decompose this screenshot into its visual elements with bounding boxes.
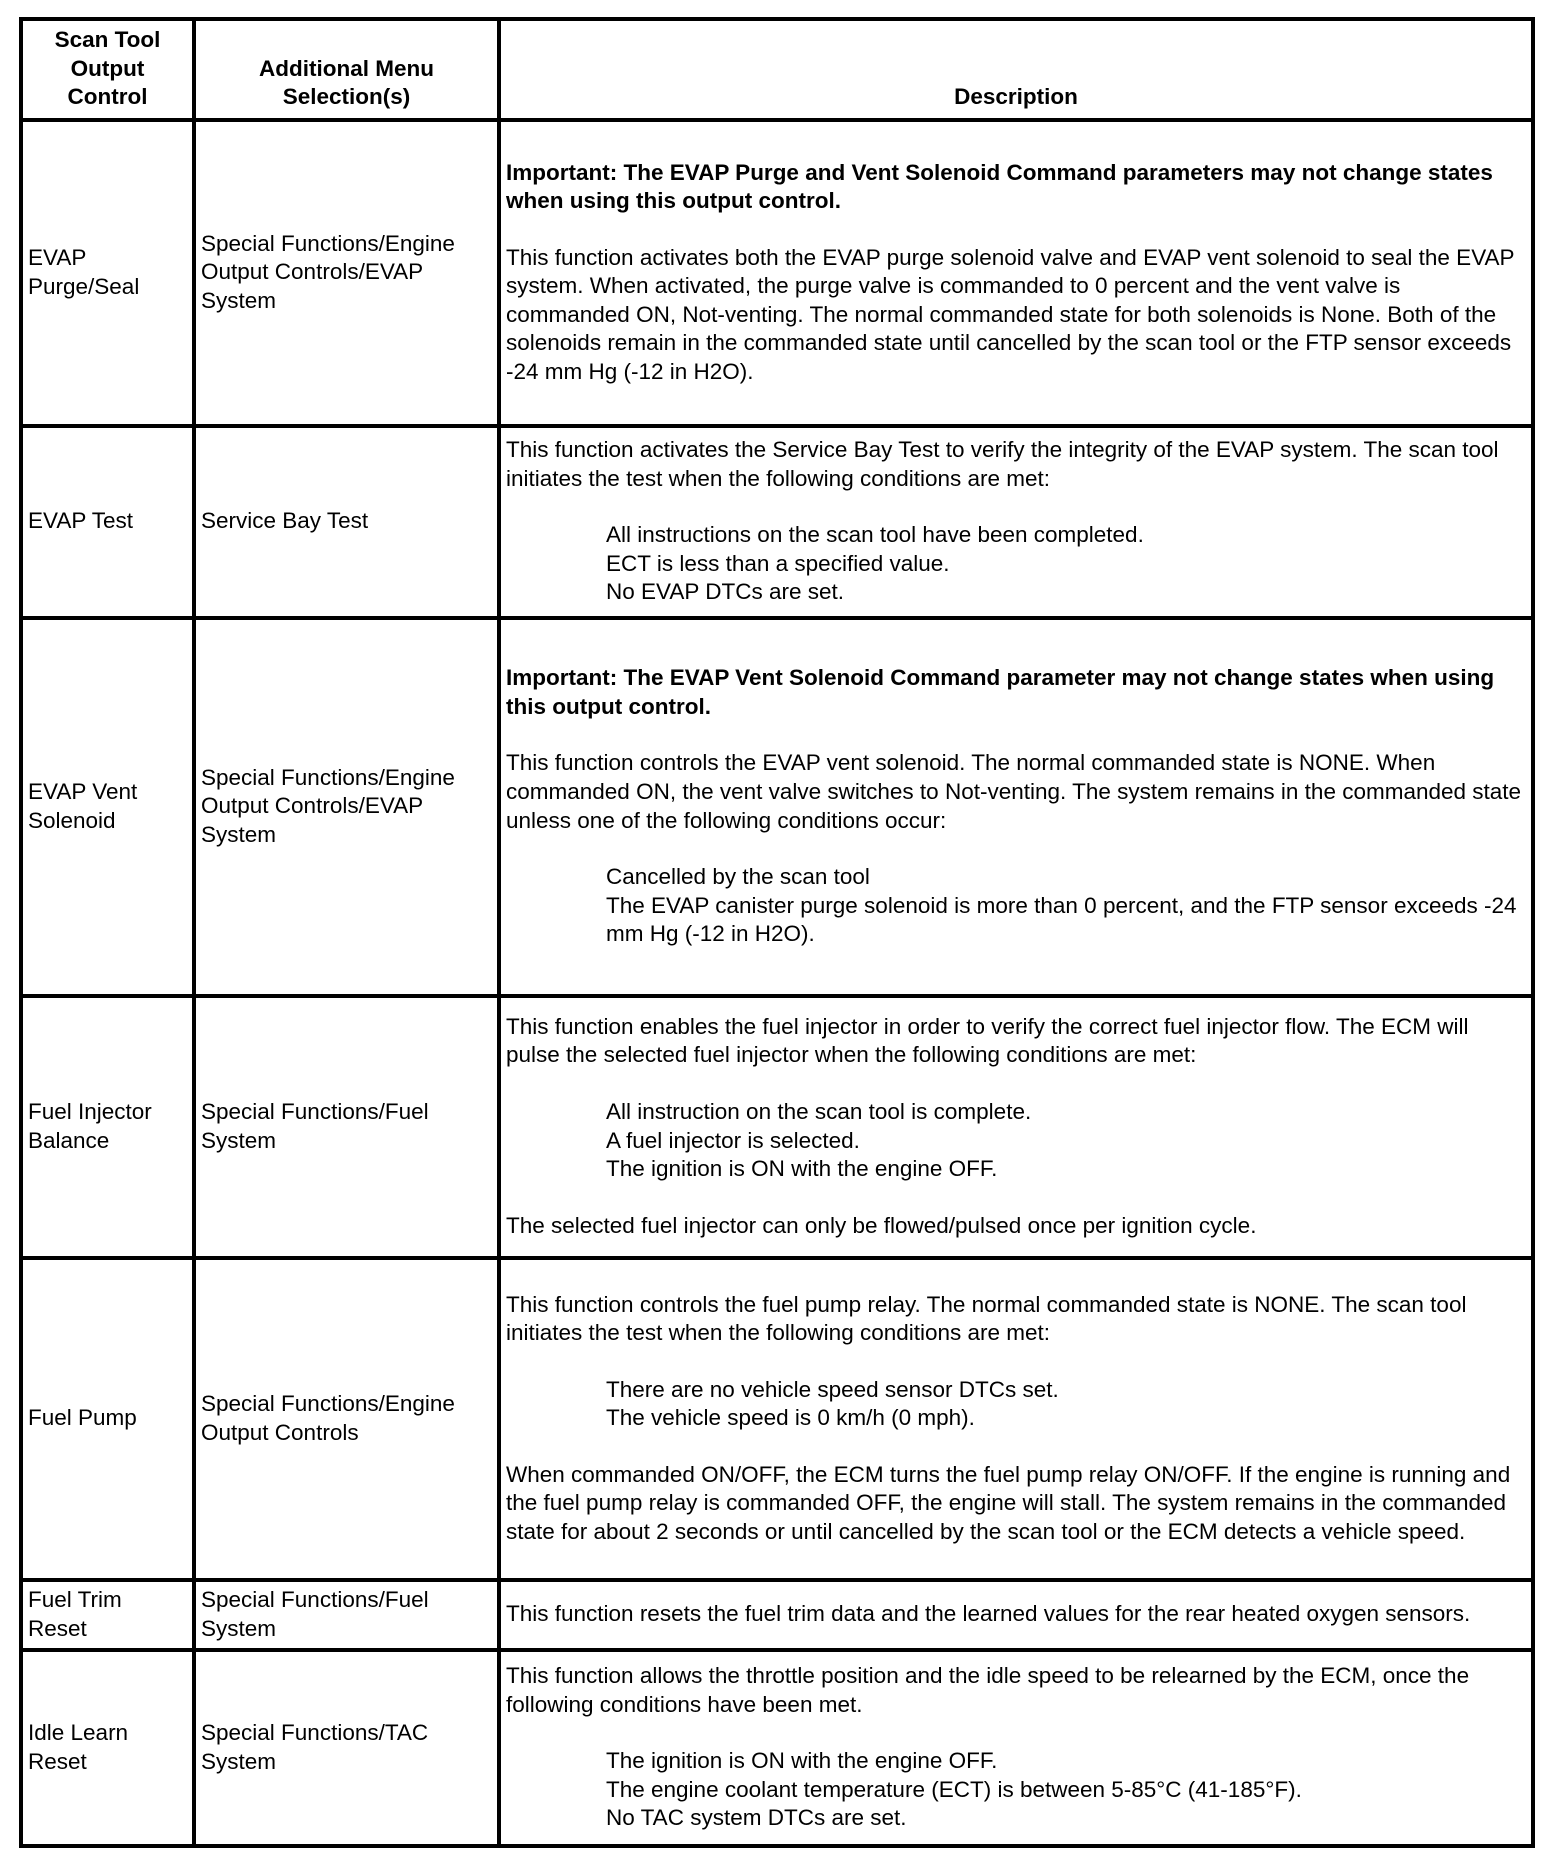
cell-output-control: EVAP Test	[21, 426, 194, 618]
cell-menu-selection: Special Functions/Engine Output Controls	[194, 1258, 499, 1580]
condition-item: A fuel injector is selected.	[606, 1127, 860, 1153]
table-row	[21, 1258, 1533, 1580]
table-row	[21, 426, 1533, 618]
cell-output-control: Fuel Trim Reset	[21, 1580, 194, 1650]
condition-item: All instructions on the scan tool have been completed.	[606, 522, 1144, 548]
cell-menu-selection: Service Bay Test	[194, 426, 499, 618]
condition-list	[506, 1747, 1526, 1833]
description-paragraph: This function resets the fuel trim data and the learned values for the rear heated oxygen sensors.	[506, 1601, 1471, 1627]
condition-list	[506, 521, 1526, 607]
condition-item: Cancelled by the scan tool	[606, 864, 870, 890]
description-paragraph: The selected fuel injector can only be flowed/pulsed once per ignition cycle.	[506, 1212, 1257, 1238]
cell-description	[499, 120, 1533, 426]
cell-menu-selection: Special Functions/Fuel System	[194, 1580, 499, 1650]
table-row	[21, 120, 1533, 426]
description-paragraph: This function controls the EVAP vent solenoid. The normal commanded state is NONE. When commanded ON, the vent valve switches to Not-venting. The system remains in the commanded state unless one of the following conditions occur:	[506, 750, 1522, 833]
description-paragraph: This function activates the Service Bay Test to verify the integrity of the EVAP system. The scan tool initiates the test when the following conditions are met:	[506, 437, 1499, 491]
header-description: Description	[499, 19, 1533, 120]
condition-list	[506, 1098, 1526, 1184]
condition-item: The ignition is ON with the engine OFF.	[606, 1748, 998, 1774]
cell-description	[499, 426, 1533, 618]
cell-description	[499, 1650, 1533, 1846]
cell-menu-selection: Special Functions/TAC System	[194, 1650, 499, 1846]
condition-item: ECT is less than a specified value.	[606, 550, 950, 576]
cell-description	[499, 1258, 1533, 1580]
header-row	[21, 19, 1533, 120]
condition-item: The ignition is ON with the engine OFF.	[606, 1156, 998, 1182]
condition-item: No EVAP DTCs are set.	[606, 579, 844, 605]
condition-item: The EVAP canister purge solenoid is more than 0 percent, and the FTP sensor exceeds -24 mm Hg (-12 in H2O).	[606, 892, 1517, 947]
description-paragraph: This function controls the fuel pump relay. The normal commanded state is NONE. The scan tool initiates the test when the following conditions are met:	[506, 1291, 1467, 1346]
cell-description	[499, 996, 1533, 1258]
condition-item: No TAC system DTCs are set.	[606, 1805, 907, 1831]
output-controls-table	[19, 17, 1535, 1848]
cell-description	[499, 1580, 1533, 1650]
cell-output-control: Idle Learn Reset	[21, 1650, 194, 1846]
cell-output-control: EVAP Vent Solenoid	[21, 618, 194, 996]
cell-menu-selection: Special Functions/Engine Output Controls/EVAP System	[194, 618, 499, 996]
cell-output-control: Fuel Injector Balance	[21, 996, 194, 1258]
condition-item: All instruction on the scan tool is complete.	[606, 1098, 1032, 1124]
condition-list	[506, 863, 1526, 949]
description-paragraph: This function enables the fuel injector in order to verify the correct fuel injector flow. The ECM will pulse the selected fuel injector when the following conditions are met:	[506, 1013, 1469, 1068]
cell-description	[499, 618, 1533, 996]
cell-menu-selection: Special Functions/Fuel System	[194, 996, 499, 1258]
condition-item: The engine coolant temperature (ECT) is between 5-85°C (41-185°F).	[606, 1776, 1302, 1802]
condition-item: There are no vehicle speed sensor DTCs set.	[606, 1376, 1059, 1402]
header-additional-menu-selections: Additional Menu Selection(s)	[194, 19, 499, 120]
table-row	[21, 618, 1533, 996]
cell-menu-selection: Special Functions/Engine Output Controls/EVAP System	[194, 120, 499, 426]
table-head	[21, 19, 1533, 120]
description-paragraph: This function activates both the EVAP purge solenoid valve and EVAP vent solenoid to seal the EVAP system. When activated, the purge valve is commanded to 0 percent and the vent valve is commanded ON, Not-venting. The normal commanded state for both solenoids is None. Both of the solenoids remain in the commanded state until cancelled by the scan tool or the FTP sensor exceeds -24 mm Hg (-12 in H2O).	[506, 244, 1515, 384]
table-row	[21, 1580, 1533, 1650]
header-scan-tool-output-control: Scan Tool Output Control	[21, 19, 194, 120]
important-note: Important: The EVAP Vent Solenoid Command parameter may not change states when using this output control.	[506, 665, 1495, 719]
table-body	[21, 120, 1533, 1846]
description-paragraph: This function allows the throttle position and the idle speed to be relearned by the ECM, once the following conditions have been met.	[506, 1663, 1470, 1717]
table-row	[21, 1650, 1533, 1846]
condition-item: The vehicle speed is 0 km/h (0 mph).	[606, 1405, 975, 1431]
condition-list	[506, 1376, 1526, 1433]
cell-output-control: EVAP Purge/Seal	[21, 120, 194, 426]
description-paragraph: When commanded ON/OFF, the ECM turns the fuel pump relay ON/OFF. If the engine is running and the fuel pump relay is commanded OFF, the engine will stall. The system remains in the commanded state for about 2 seconds or until cancelled by the scan tool or the ECM detects a vehicle speed.	[506, 1461, 1511, 1544]
important-note: Important: The EVAP Purge and Vent Solenoid Command parameters may not change states when using this output control.	[506, 159, 1493, 214]
table-row	[21, 996, 1533, 1258]
cell-output-control: Fuel Pump	[21, 1258, 194, 1580]
